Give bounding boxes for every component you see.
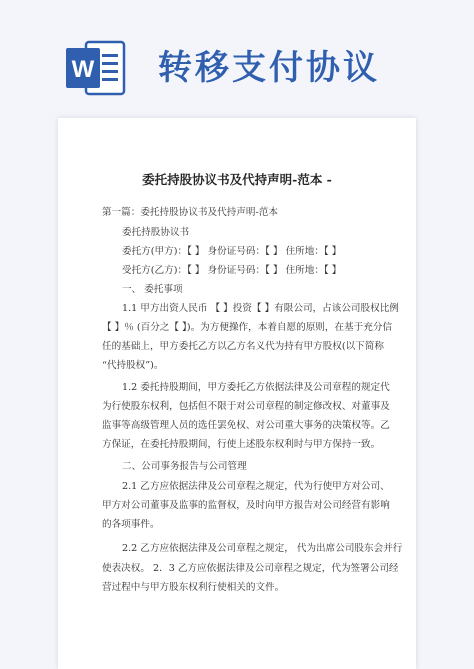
doc-line: 方保证，在委托持股期间，行使上述股东权利时与甲方保持一致。 xyxy=(102,439,381,450)
banner xyxy=(0,0,474,118)
doc-line: 【 】％ (百分之【 】)。为方便操作，本着自愿的原则，在基于充分信 xyxy=(102,322,393,333)
word-document-icon xyxy=(64,38,128,98)
doc-line: 的各项事件。 xyxy=(102,519,160,530)
document-page xyxy=(58,118,416,669)
doc-line: 二、公司事务报告与公司管理 xyxy=(122,461,247,472)
doc-line: 任的基础上，甲方委托乙方以乙方名义代为持有甲方股权(以下简称 xyxy=(102,341,384,352)
doc-line: 营过程中与甲方股东权利行使相关的文件。 xyxy=(102,582,285,593)
doc-line: 监事等高级管理人员的选任罢免权、对公司重大事务的决策权等。乙 xyxy=(102,420,390,431)
doc-line: 受托方(乙方)：【 】 身份证号码：【 】 住所地：【 】 xyxy=(122,265,342,276)
doc-line: 2.1 乙方应依据法律及公司章程之规定，代为行使甲方对公司、 xyxy=(122,481,390,492)
doc-line: 一、 委托事项 xyxy=(122,284,183,295)
doc-line: “代持股权”)。 xyxy=(102,360,164,371)
doc-line: 委托持股协议书 xyxy=(122,227,190,238)
doc-line: 1.1 甲方出资人民币 【 】投资【 】有限公司，占该公司股权比例 xyxy=(122,303,399,314)
document-title: 委托持股协议书及代持声明-范本 - xyxy=(142,172,332,187)
doc-line: 1.2 委托持股期间，甲方委托乙方依据法律及公司章程的规定代 xyxy=(122,382,390,393)
doc-line: 为行使股东权利，包括但不限于对公司章程的制定修改权、对董事及 xyxy=(102,401,390,412)
doc-line: 第一篇：委托持股协议书及代持声明-范本 xyxy=(102,207,278,218)
doc-line: 甲方对公司董事及监事的监督权，及时向甲方报告对公司经营有影响 xyxy=(102,500,390,511)
doc-line: 使表决权。 2．3 乙方应依据法律及公司章程之规定，代为签署公司经 xyxy=(102,563,399,574)
doc-line: 2.2 乙方应依据法律及公司章程之规定， 代为出席公司股东会并行 xyxy=(122,543,403,554)
banner-title: 转移支付协议 xyxy=(158,48,380,88)
doc-line: 委托方(甲方)：【 】 身份证号码：【 】 住所地：【 】 xyxy=(122,246,342,257)
word-icon-letter: W xyxy=(71,56,95,83)
